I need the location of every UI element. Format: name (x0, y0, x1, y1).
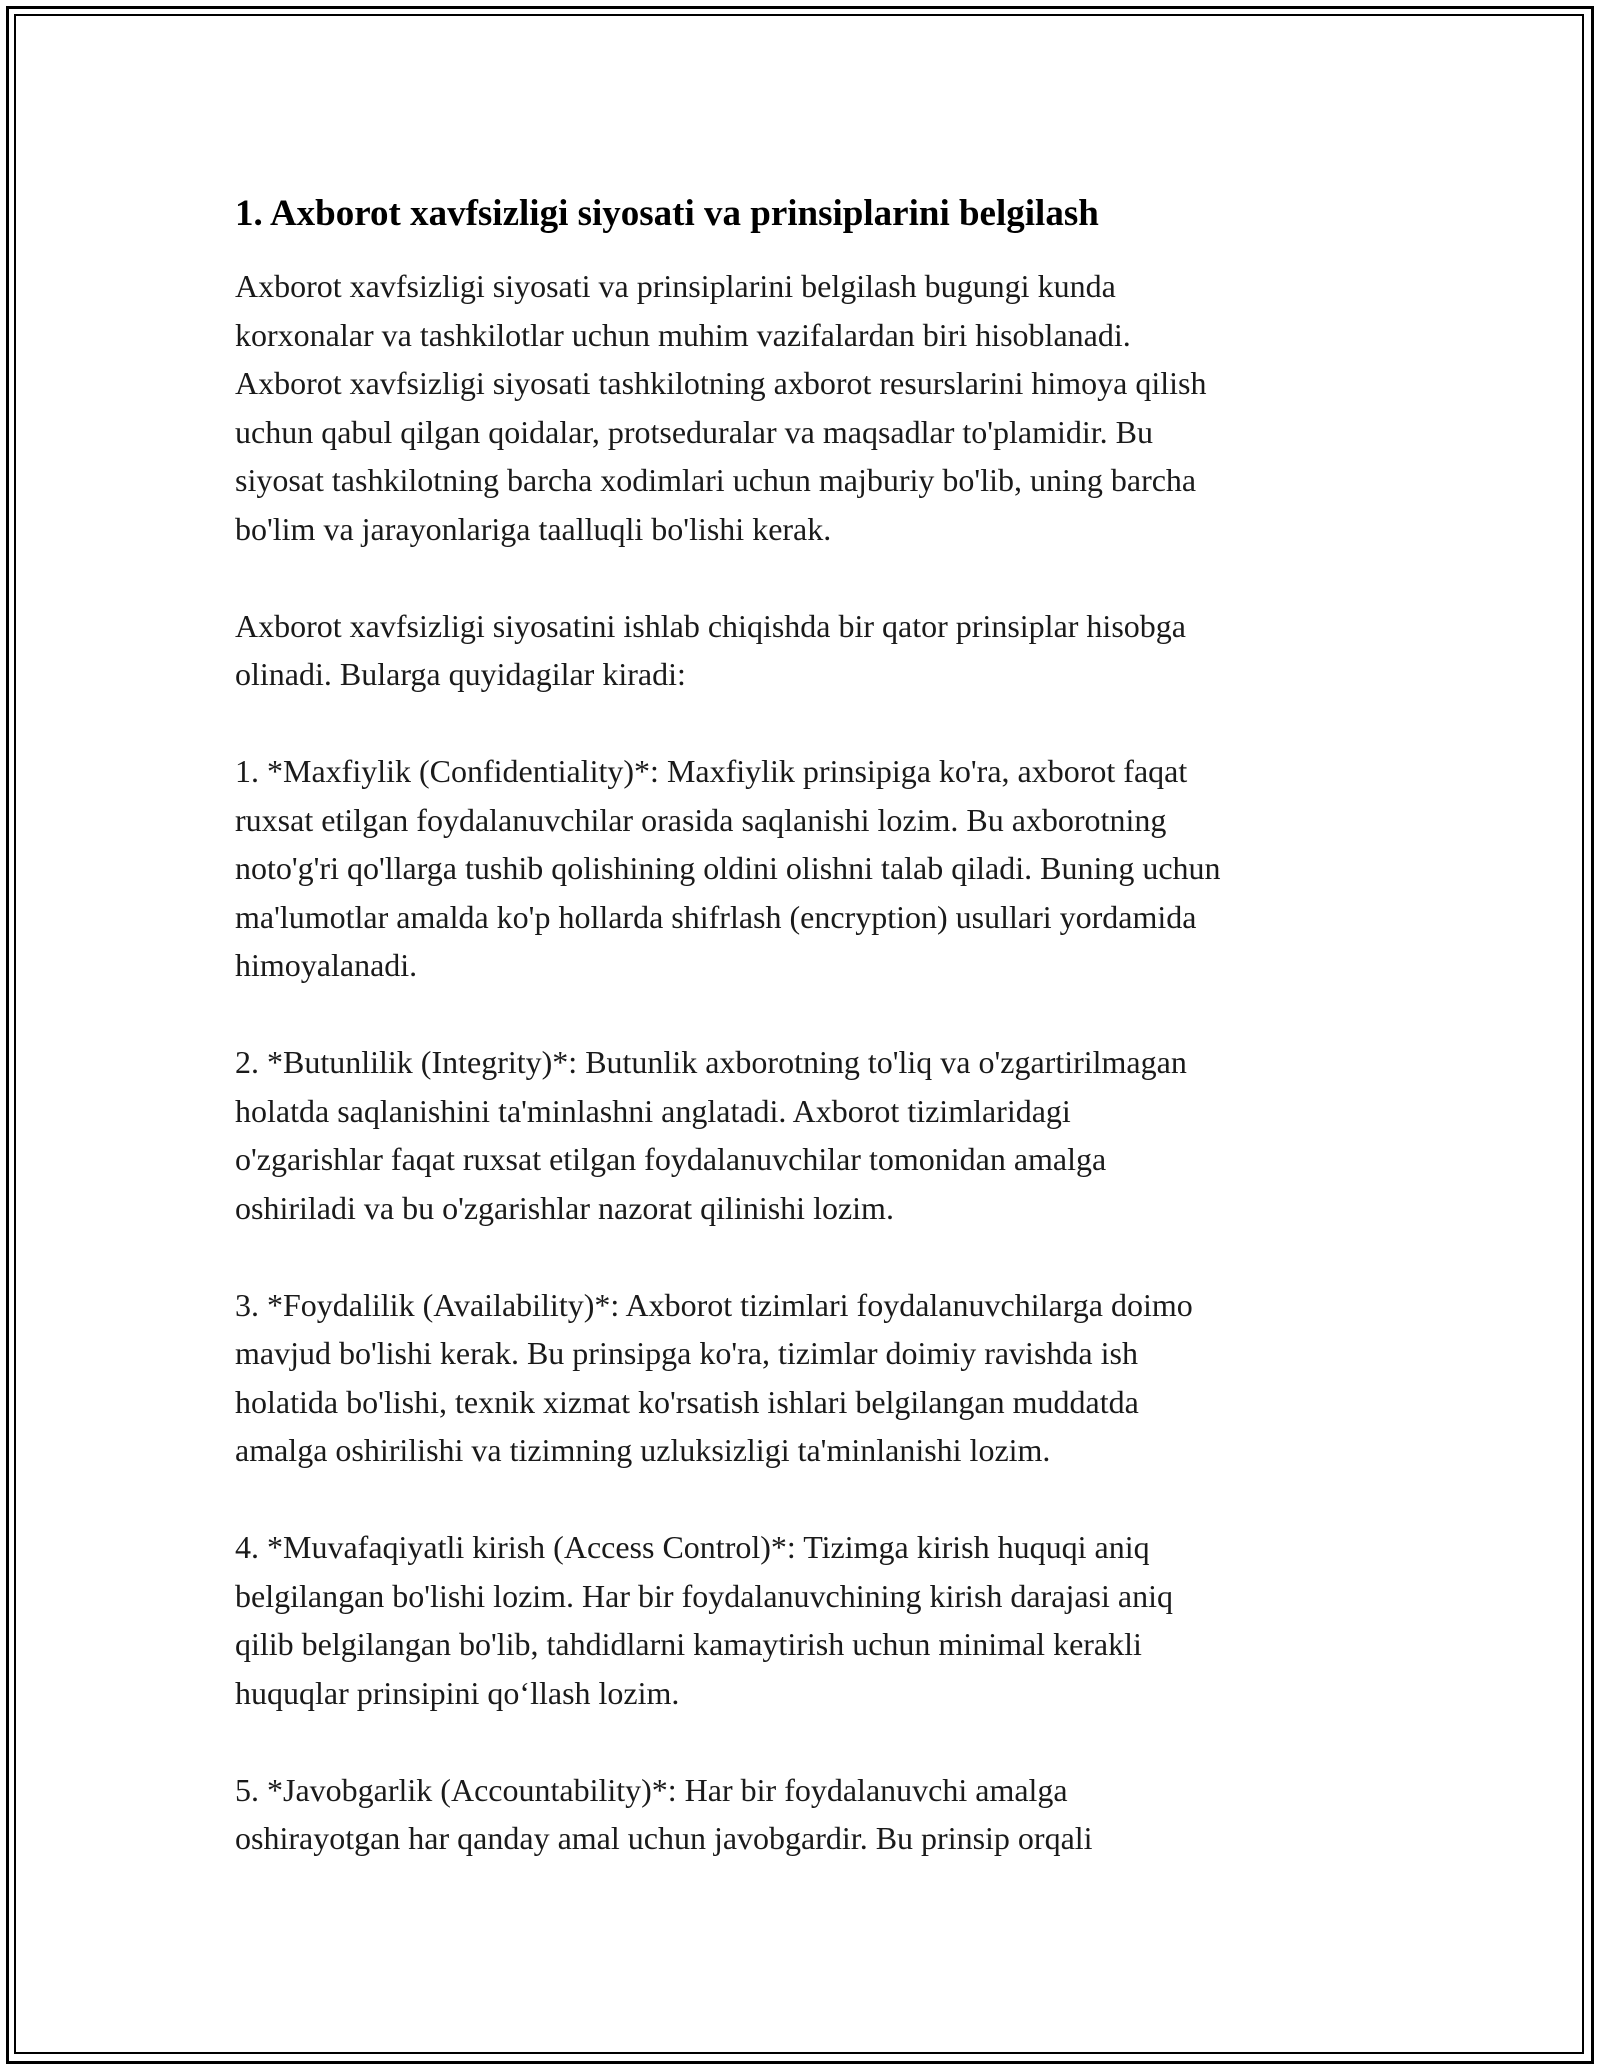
text-line: Axborot xavfsizligi siyosati tashkilotning axborot resurslarini himoya qilish (235, 365, 1207, 401)
text-line: uchun qabul qilgan qoidalar, protseduralar va maqsadlar to'plamidir. Bu (235, 413, 1154, 450)
principles-intro-paragraph (235, 602, 1395, 699)
text-line: olinadi. Bularga quyidagilar kiradi: (235, 656, 686, 692)
text-line: Axborot xavfsizligi siyosatini ishlab chiqishda bir qator prinsiplar hisobga (235, 607, 1186, 644)
principle-availability (235, 1281, 1395, 1475)
intro-paragraph (235, 262, 1395, 553)
text-line: korxonalar va tashkilotlar uchun muhim vazifalardan biri hisoblanadi. (235, 316, 1131, 353)
text-line: noto'g'ri qo'llarga tushib qolishining oldini olishni talab qiladi. Buning uchun (235, 850, 1221, 886)
principle-integrity (235, 1038, 1395, 1232)
text-line: oshirayotgan har qanday amal uchun javobgardir. Bu prinsip orqali (235, 1820, 1093, 1856)
principle-accountability (235, 1766, 1395, 1863)
text-line: 5. *Javobgarlik (Accountability)*: Har bir foydalanuvchi amalga (235, 1771, 1068, 1808)
principle-access-control (235, 1523, 1395, 1717)
principle-confidentiality (235, 747, 1395, 990)
text-line: bo'lim va jarayonlariga taalluqli bo'lishi kerak. (235, 510, 832, 547)
text-line: huquqlar prinsipini qo‘llash lozim. (235, 1674, 680, 1711)
text-line: amalga oshirilishi va tizimning uzluksizligi ta'minlanishi lozim. (235, 1432, 1051, 1468)
text-line: siyosat tashkilotning barcha xodimlari uchun majburiy bo'lib, uning barcha (235, 462, 1197, 498)
text-line: ruxsat etilgan foydalanuvchilar orasida saqlanishi lozim. Bu axborotning (235, 801, 1167, 838)
text-line: qilib belgilangan bo'lib, tahdidlarni kamaytirish uchun minimal kerakli (235, 1626, 1142, 1662)
text-line: 4. *Muvafaqiyatli kirish (Access Control)*: Tizimga kirish huquqi aniq (235, 1529, 1150, 1565)
text-line: belgilangan bo'lishi lozim. Har bir foydalanuvchining kirish darajasi aniq (235, 1577, 1173, 1614)
text-line: 1. *Maxfiylik (Confidentiality)*: Maxfiylik prinsipiga ko'ra, axborot faqat (235, 753, 1188, 789)
text-line: ma'lumotlar amalda ko'p hollarda shifrlash (encryption) usullari yordamida (235, 898, 1197, 935)
text-line: Axborot xavfsizligi siyosati va prinsiplarini belgilash bugungi kunda (235, 268, 1116, 304)
text-line: himoyalanadi. (235, 947, 418, 983)
text-line: 3. *Foydalilik (Availability)*: Axborot tizimlari foydalanuvchilarga doimo (235, 1286, 1193, 1323)
text-line: holatda saqlanishini ta'minlashni anglatadi. Axborot tizimlaridagi (235, 1092, 1071, 1129)
text-line: oshiriladi va bu o'zgarishlar nazorat qilinishi lozim. (235, 1189, 894, 1226)
document-body (235, 190, 1395, 1863)
text-line: 2. *Butunlilik (Integrity)*: Butunlik axborotning to'liq va o'zgartirilmagan (235, 1044, 1187, 1080)
text-line: holatida bo'lishi, texnik xizmat ko'rsatish ishlari belgilangan muddatda (235, 1383, 1139, 1420)
text-line: o'zgarishlar faqat ruxsat etilgan foydalanuvchilar tomonidan amalga (235, 1141, 1107, 1177)
text-line: mavjud bo'lishi kerak. Bu prinsipga ko'ra, tizimlar doimiy ravishda ish (235, 1335, 1138, 1371)
section-title: 1. Axborot xavfsizligi siyosati va prinsiplarini belgilash (235, 193, 1099, 234)
